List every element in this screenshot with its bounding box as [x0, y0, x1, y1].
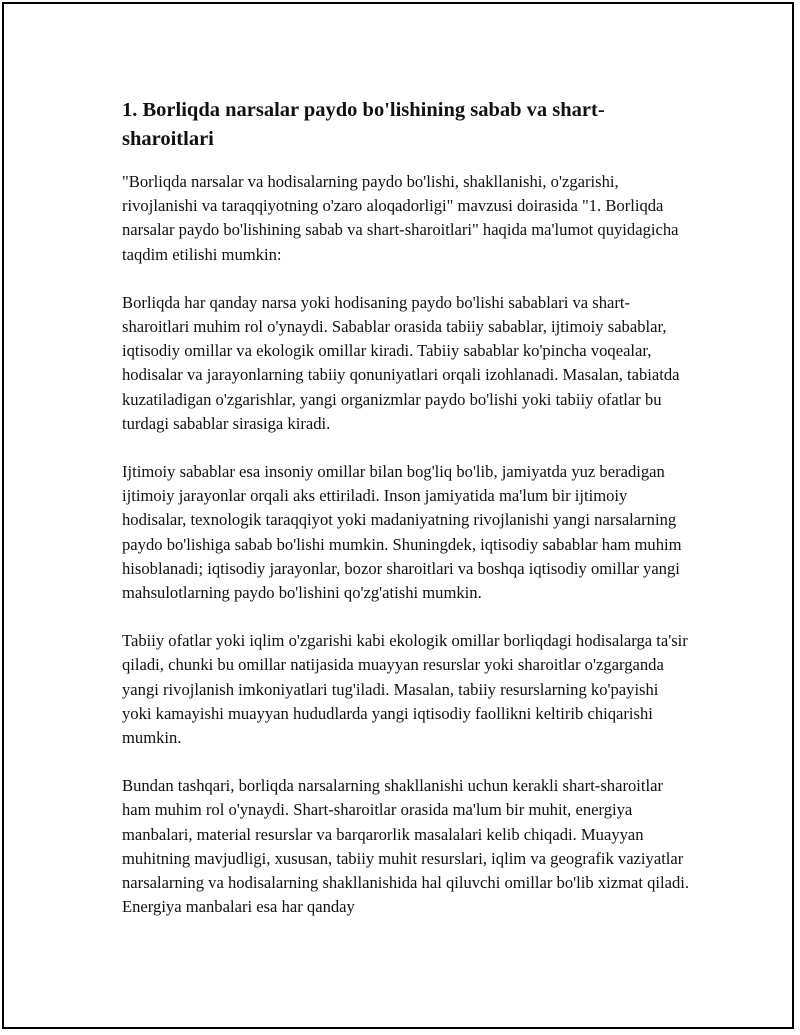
- paragraph-natural-causes: Borliqda har qanday narsa yoki hodisaning paydo bo'lishi sabablari va shart-sharoitlari muhim rol o'ynaydi. Sabablar orasida tabiiy sabablar, ijtimoiy sabablar, iqtisodiy omillar va ekologik omillar kiradi. Tabiiy sabablar ko'pincha voqealar, hodisalar va jarayonlarning tabiiy qonuniyatlari orqali izohlanadi. Masalan, tabiatda kuzatiladigan o'zgarishlar, yangi organizmlar paydo bo'lishi yoki tabiiy ofatlar bu turdagi sabablar sirasiga kiradi.: [122, 292, 680, 433]
- page-frame: [2, 2, 794, 1029]
- document-body: [122, 96, 692, 943]
- paragraph-social-causes: Ijtimoiy sabablar esa insoniy omillar bilan bog'liq bo'lib, jamiyatda yuz beradigan ijtimoiy jarayonlar orqali aks ettiriladi. Inson jamiyatida ma'lum bir ijtimoiy hodisalar, texnologik taraqqiyot yoki madaniyatning rivojlanishi yangi narsalarning paydo bo'lishiga sabab bo'lishi mumkin. Shuningdek, iqtisodiy sabablar ham muhim hisoblanadi; iqtisodiy jarayonlar, bozor sharoitlari va boshqa iqtisodiy omillar yangi mahsulotlarning paydo bo'lishini qo'zg'atishi mumkin.: [122, 462, 682, 603]
- section-heading: 1. Borliqda narsalar paydo bo'lishining sabab va shart-sharoitlari: [122, 99, 605, 150]
- paragraph-conditions: Bundan tashqari, borliqda narsalarning shakllanishi uchun kerakli shart-sharoitlar ham muhim rol o'ynaydi. Shart-sharoitlar orasida ma'lum bir muhit, energiya manbalari, material resurslar va barqarorlik masalalari kelib chiqadi. Muayyan muhitning mavjudligi, xususan, tabiiy muhit resurslari, iqlim va geografik vaziyatlar narsalarning va hodisalarning shakllanishida hal qiluvchi omillar bo'lib xizmat qiladi. Energiya manbalari esa har qanday: [122, 776, 690, 917]
- paragraph-ecological-factors: Tabiiy ofatlar yoki iqlim o'zgarishi kabi ekologik omillar borliqdagi hodisalarga ta'sir qiladi, chunki bu omillar natijasida muayyan resurslar yoki sharoitlar o'zgarganda yangi rivojlanish imkoniyatlari tug'iladi. Masalan, tabiiy resurslarning ko'payishi yoki kamayishi muayyan hududlarda yangi iqtisodiy faollikni keltirib chiqarishi mumkin.: [122, 631, 688, 748]
- paragraph-intro: "Borliqda narsalar va hodisalarning paydo bo'lishi, shakllanishi, o'zgarishi, rivojlanishi va taraqqiyotning o'zaro aloqadorligi" mavzusi doirasida "1. Borliqda narsalar paydo bo'lishining sabab va shart-sharoitlari" haqida ma'lumot quyidagicha taqdim etilishi mumkin:: [122, 172, 679, 264]
